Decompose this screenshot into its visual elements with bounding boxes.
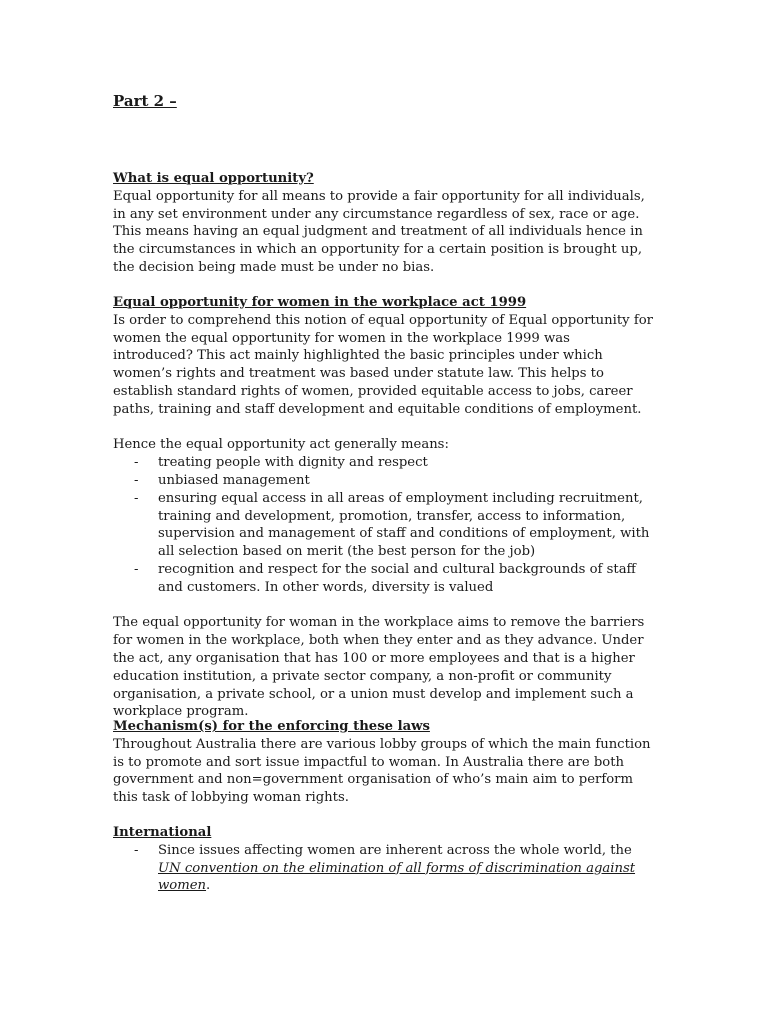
paragraph-list-intro: Hence the equal opportunity act generally means: [113,437,449,453]
paragraph-mechanisms: Throughout Australia there are various lobby groups of which the main function is to promote and sort issue impactful to woman. In Australia there are both government and non=government organisation of who’s main aim to perform this task of lobbying woman rights. [113,736,651,806]
international-item-text: Since issues affecting women are inherent across the whole world, the [158,842,632,858]
list-item: - ensuring equal access in all areas of employment including recruitment, training and development, promotion, transfer, access to information, supervision and management of staff and conditions of employment, with all selection based on merit (the best person for the job) [158,490,653,561]
paragraph-act-1999: Is order to comprehend this notion of equal opportunity of Equal opportunity for women the equal opportunity for women in the workplace 1999 was introduced? This act mainly highlighted the basic principles under which women’s rights and treatment was based under statute law. This helps to establish standard rights of women, provided equitable access to jobs, career paths, training and staff development and equitable conditions of employment. [113,312,653,417]
section-equal-opportunity [113,170,653,277]
section-international [113,824,653,895]
section-mechanisms [113,718,653,807]
paragraph-workplace-aims: The equal opportunity for woman in the workplace aims to remove the barriers for women in the workplace, both when they enter and as they advance. Under the act, any organisation that has 100 or more employees and that is a higher education institution, a private sector company, a non-profit or community organisation, a private school, or a union must develop and implement such a workplace program. [113,615,645,720]
heading-mechanisms: Mechanism(s) for the enforcing these laws [113,719,430,734]
heading-act-1999: Equal opportunity for women in the workplace act 1999 [113,295,527,310]
section-act-1999 [113,294,653,721]
list-item [158,842,653,895]
un-convention-link[interactable]: UN convention on the elimination of all forms of discrimination against women [158,860,636,894]
part-title: Part 2 – [113,92,177,110]
international-list [113,842,653,895]
list-item: - treating people with dignity and respect [158,454,653,472]
list-item: - recognition and respect for the social and cultural backgrounds of staff and customers. In other words, diversity is valued [158,561,653,597]
list-item: - unbiased management [158,472,653,490]
act-meanings-list [113,454,653,596]
heading-international: International [113,825,212,840]
international-item-end: . [206,878,211,894]
paragraph-equal-opportunity-definition: Equal opportunity for all means to provide a fair opportunity for all individuals, in any set environment under any circumstance regardless of sex, race or age. This means having an equal judgment and treatment of all individuals hence in the circumstances in which an opportunity for a certain position is brought up, the decision being made must be under no bias. [113,188,645,275]
heading-what-is-equal-opportunity: What is equal opportunity? [113,171,314,186]
